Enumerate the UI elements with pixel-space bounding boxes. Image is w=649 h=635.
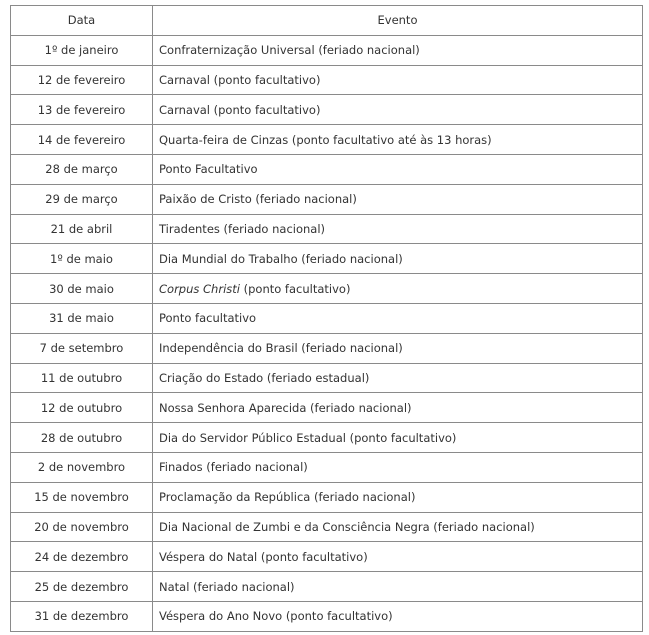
table-row (11, 482, 643, 512)
table-row (11, 512, 643, 542)
table-row (11, 423, 643, 453)
date-cell: 1º de janeiro (11, 35, 153, 65)
table-row (11, 303, 643, 333)
event-cell: Natal (feriado nacional) (153, 572, 643, 602)
table-row (11, 35, 643, 65)
date-cell: 20 de novembro (11, 512, 153, 542)
event-cell: Dia Nacional de Zumbi e da Consciência Negra (feriado nacional) (153, 512, 643, 542)
table-header-row (11, 6, 643, 36)
date-cell: 24 de dezembro (11, 542, 153, 572)
event-italic-title: Corpus Christi (159, 281, 240, 296)
table-row (11, 542, 643, 572)
table-row (11, 363, 643, 393)
table-row (11, 184, 643, 214)
holiday-table (10, 5, 643, 632)
event-cell: Proclamação da República (feriado nacional) (153, 482, 643, 512)
event-cell: Carnaval (ponto facultativo) (153, 65, 643, 95)
date-cell: 30 de maio (11, 274, 153, 304)
date-cell: 29 de março (11, 184, 153, 214)
date-cell: 28 de março (11, 154, 153, 184)
table-row (11, 244, 643, 274)
event-cell: Véspera do Natal (ponto facultativo) (153, 542, 643, 572)
date-cell: 2 de novembro (11, 452, 153, 482)
event-cell (153, 274, 643, 304)
date-cell: 7 de setembro (11, 333, 153, 363)
date-cell: 25 de dezembro (11, 572, 153, 602)
table-row (11, 452, 643, 482)
event-cell: Dia do Servidor Público Estadual (ponto facultativo) (153, 423, 643, 453)
table-row (11, 572, 643, 602)
date-cell: 12 de fevereiro (11, 65, 153, 95)
event-cell: Carnaval (ponto facultativo) (153, 95, 643, 125)
event-suffix: (ponto facultativo) (239, 281, 351, 296)
date-cell: 28 de outubro (11, 423, 153, 453)
table-row (11, 274, 643, 304)
event-cell: Criação do Estado (feriado estadual) (153, 363, 643, 393)
event-cell: Ponto facultativo (153, 303, 643, 333)
event-cell: Quarta-feira de Cinzas (ponto facultativo até às 13 horas) (153, 125, 643, 155)
date-cell: 13 de fevereiro (11, 95, 153, 125)
event-cell: Ponto Facultativo (153, 154, 643, 184)
event-cell: Confraternização Universal (feriado nacional) (153, 35, 643, 65)
event-cell: Véspera do Ano Novo (ponto facultativo) (153, 601, 643, 631)
date-cell: 12 de outubro (11, 393, 153, 423)
table-row (11, 95, 643, 125)
date-cell: 14 de fevereiro (11, 125, 153, 155)
table-row (11, 125, 643, 155)
event-cell: Dia Mundial do Trabalho (feriado nacional) (153, 244, 643, 274)
table-row (11, 65, 643, 95)
event-cell: Nossa Senhora Aparecida (feriado nacional) (153, 393, 643, 423)
date-cell: 21 de abril (11, 214, 153, 244)
table-row (11, 393, 643, 423)
event-cell: Paixão de Cristo (feriado nacional) (153, 184, 643, 214)
date-cell: 31 de maio (11, 303, 153, 333)
date-cell: 11 de outubro (11, 363, 153, 393)
event-cell: Independência do Brasil (feriado nacional) (153, 333, 643, 363)
date-cell: 31 de dezembro (11, 601, 153, 631)
event-cell: Finados (feriado nacional) (153, 452, 643, 482)
table-row (11, 333, 643, 363)
date-cell: 15 de novembro (11, 482, 153, 512)
date-column-header: Data (11, 6, 153, 36)
event-column-header: Evento (153, 6, 643, 36)
date-cell: 1º de maio (11, 244, 153, 274)
event-cell: Tiradentes (feriado nacional) (153, 214, 643, 244)
table-row (11, 214, 643, 244)
table-row (11, 154, 643, 184)
table-row (11, 601, 643, 631)
